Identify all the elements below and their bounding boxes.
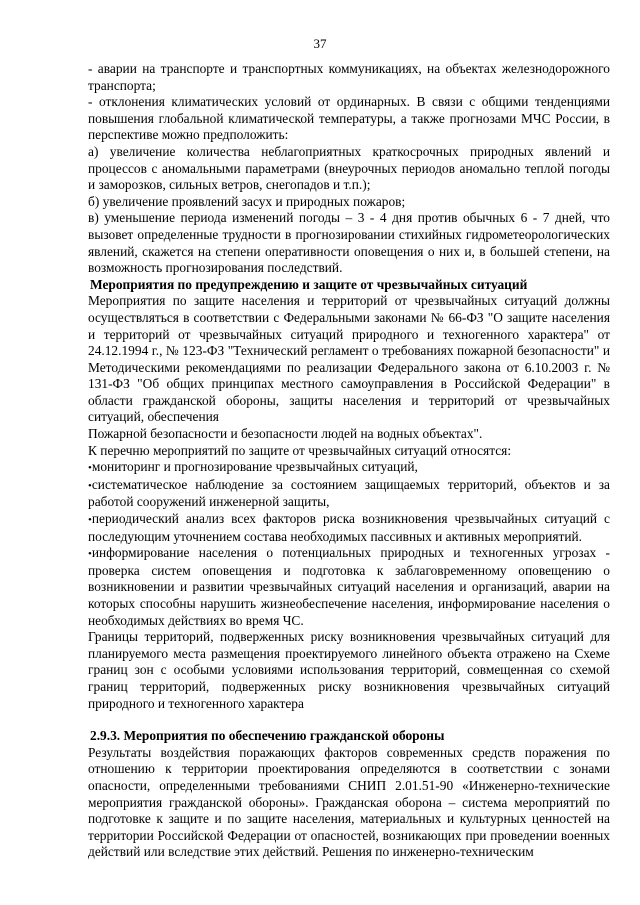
bullet-icon: • <box>88 479 92 492</box>
section-heading: 2.9.3. Мероприятия по обеспечению гражданской обороны <box>90 728 445 744</box>
paragraph: Границы территорий, подверженных риску возникновения чрезвычайных ситуаций для планируемого места размещения проектируемого линейного объекта отражено на Схеме границ зон с особыми условиями использования территорий, совмещенная со схемой границ территорий, подверженных риску возникновения чрезвычайных ситуаций природного и техногенного характера <box>88 629 610 711</box>
paragraph: в) уменьшение периода изменений погоды – 3 - 4 дня против обычных 6 - 7 дней, что вызовет определенные трудности в прогнозировании стихийных гидрометеорологических явлений, скажется на степени оперативности оповещения о них и, в большей степени, на возможность прогнозирования последствий. <box>88 210 610 276</box>
section-heading: Мероприятия по предупреждению и защите от чрезвычайных ситуаций <box>90 276 528 292</box>
paragraph: Пожарной безопасности и безопасности людей на водных объектах". <box>88 426 483 442</box>
paragraph: - отклонения климатических условий от ординарных. В связи с общими тенденциями повышения глобальной климатической температуры, а также прогнозами МЧС России, в перспективе можно предположить: <box>88 94 610 143</box>
bullet-text: информирование населения о потенциальных природных и техногенных угрозах - проверка систем оповещения и подготовка к заблаговременному оповещению о возникновении и развитии чрезвычайных ситуаций населения и организаций, аварии на которых способны нарушить жизнеобеспечение населения, информирование населения о необходимых действиях во время ЧС. <box>88 545 610 628</box>
paragraph: К перечню мероприятий по защите от чрезвычайных ситуаций относятся: <box>88 442 512 458</box>
paragraph: - аварии на транспорте и транспортных коммуникациях, на объектах железнодорожного транспорта; <box>88 61 610 93</box>
bullet-item <box>88 477 610 511</box>
bullet-text: периодический анализ всех факторов риска возникновения чрезвычайных ситуаций с последующим уточнением состава необходимых пассивных и активных мероприятий. <box>88 511 610 544</box>
bullet-icon: • <box>88 514 92 527</box>
paragraph: б) увеличение проявлений засух и природных пожаров; <box>88 193 406 209</box>
page-number: 37 <box>313 36 327 51</box>
paragraph: Мероприятия по защите населения и территорий от чрезвычайных ситуаций должны осуществляться в соответствии с Федеральными законами № 66-ФЗ "О защите населения и территорий от чрезвычайных ситуаций природного и техногенного характера" от 24.12.1994 г., № 123-ФЗ "Технический регламент о требованиях пожарной безопасности" и Методическими рекомендациями по реализации Федерального закона от 6.10.2003 г. № 131-ФЗ "Об общих принципах местного самоуправления в Российской Федерации" в области гражданской обороны, защиты населения и территорий от чрезвычайных ситуаций, обеспечения <box>88 293 610 425</box>
bullet-text: мониторинг и прогнозирование чрезвычайных ситуаций, <box>91 459 418 475</box>
paragraph: Результаты воздействия поражающих факторов современных средств поражения по отношению к территории проектирования определяются в соответствии с зонами опасности, определенными требованиями СНИП 2.01.51-90 «Инженерно-технические мероприятия гражданской обороны». Гражданская оборона – система мероприятий по подготовке к защите и по защите населения, материальных и культурных ценностей на территории Российской Федерации от опасностей, возникающих при проведении военных действий или вследствие этих действий. Решения по инженерно-техническим <box>88 744 610 860</box>
bullet-item <box>88 545 610 629</box>
spacer <box>88 712 610 728</box>
bullet-item <box>88 511 610 545</box>
document-body <box>88 61 610 861</box>
bullet-icon: • <box>88 548 92 561</box>
paragraph: а) увеличение количества неблагоприятных краткосрочных природных явлений и процессов с аномальными параметрами (внеурочных периодов аномально теплой погоды и заморозков, сильных ветров, снегопадов и т.п.); <box>88 143 610 193</box>
bullet-item <box>88 459 610 477</box>
bullet-text: систематическое наблюдение за состоянием защищаемых территорий, объектов и за работой сооружений инженерной защиты, <box>88 476 610 510</box>
bullet-icon: • <box>88 462 92 475</box>
